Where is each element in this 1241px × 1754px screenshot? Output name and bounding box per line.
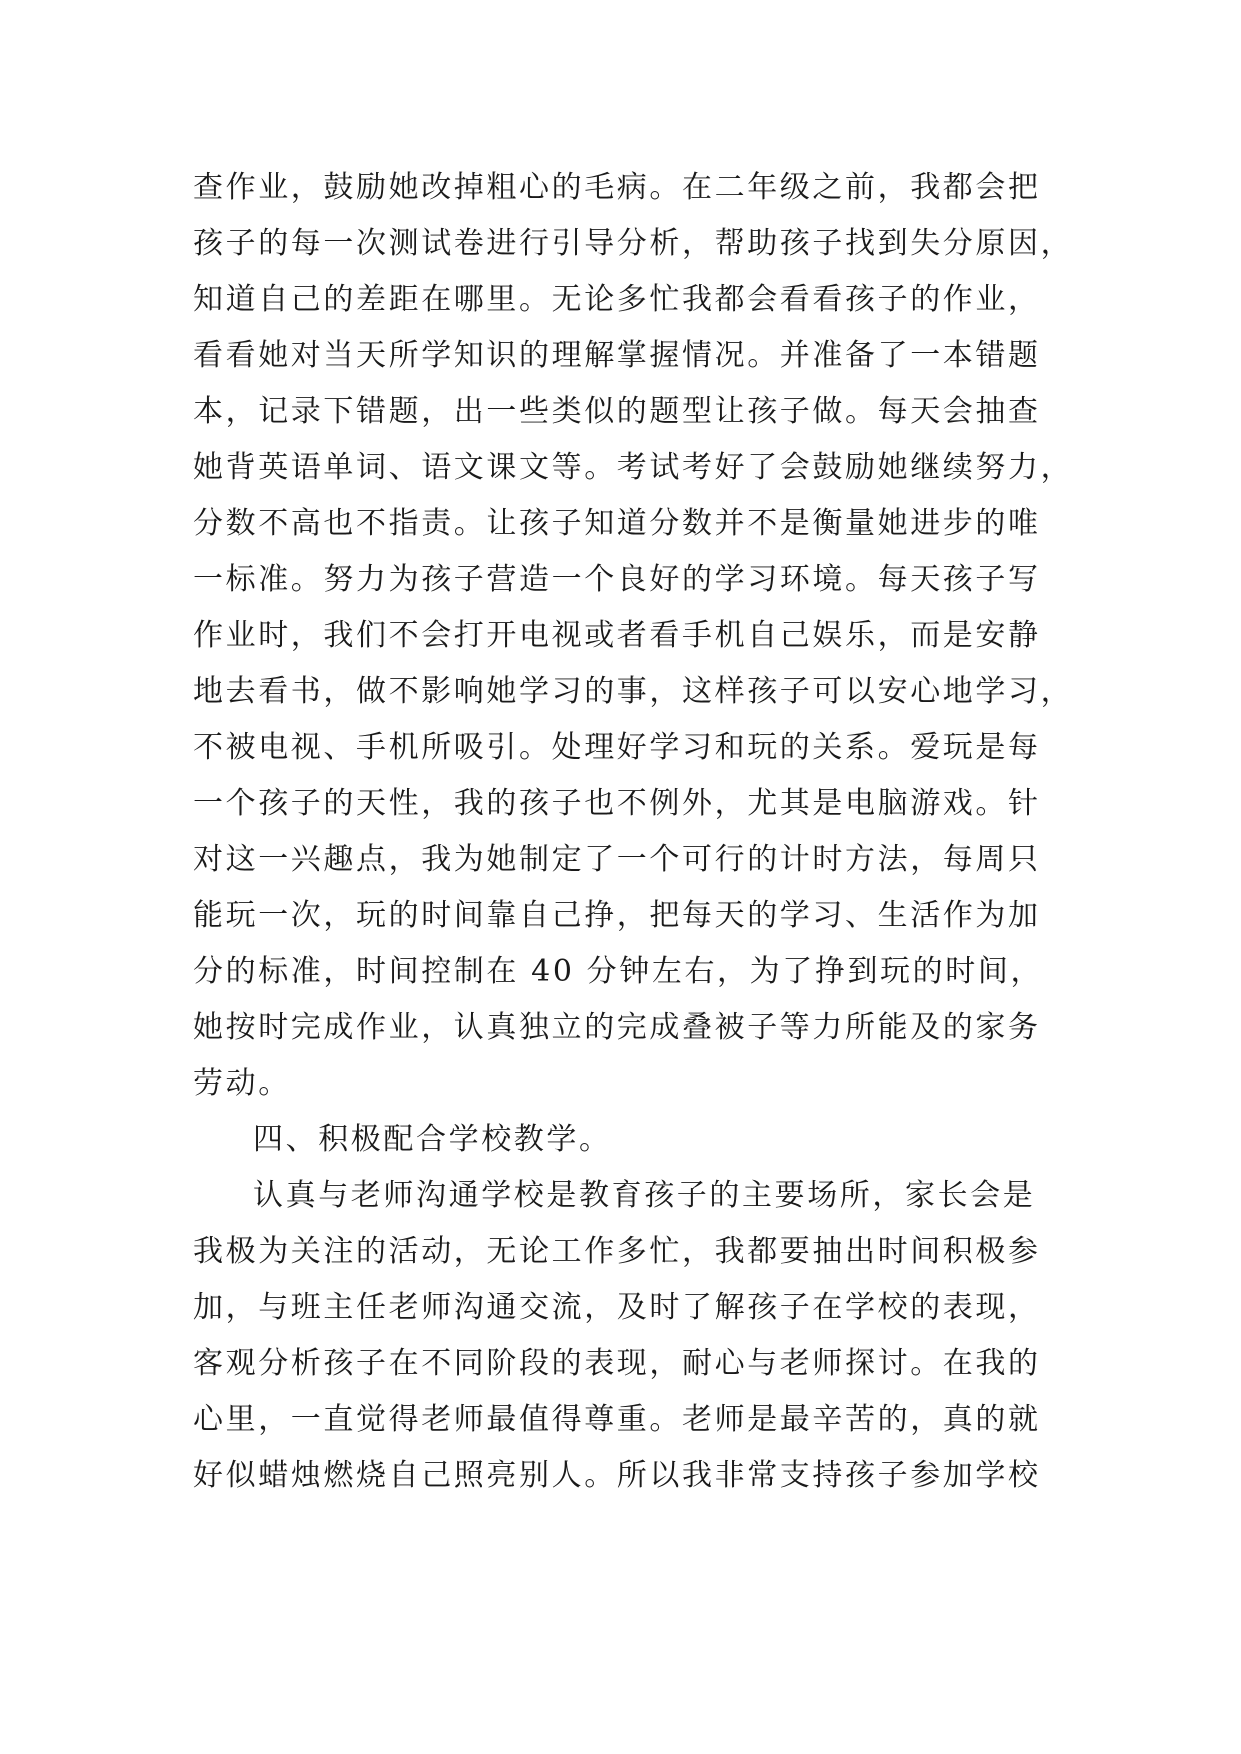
- text-line: 心里，一直觉得老师最值得尊重。老师是最辛苦的，真的就: [193, 1402, 1041, 1437]
- text-line: 能玩一次，玩的时间靠自己挣，把每天的学习、生活作为加: [193, 898, 1041, 933]
- text-line: 一个孩子的天性，我的孩子也不例外，尤其是电脑游戏。针: [193, 786, 1041, 821]
- text-line: 查作业，鼓励她改掉粗心的毛病。在二年级之前，我都会把: [193, 170, 1041, 205]
- document-body: [193, 160, 1093, 1504]
- text-line: 她按时完成作业，认真独立的完成叠被子等力所能及的家务: [193, 1010, 1041, 1045]
- text-line: 我极为关注的活动，无论工作多忙，我都要抽出时间积极参: [193, 1234, 1041, 1269]
- text-line: 不被电视、手机所吸引。处理好学习和玩的关系。爱玩是每: [193, 730, 1041, 765]
- text-line: 分数不高也不指责。让孩子知道分数并不是衡量她进步的唯: [193, 506, 1041, 541]
- text-line: 劳动。: [193, 1066, 291, 1101]
- paragraph-first-line: 四、积极配合学校教学。: [253, 1122, 612, 1157]
- text-line: 客观分析孩子在不同阶段的表现，耐心与老师探讨。在我的: [193, 1346, 1041, 1381]
- text-line: 地去看书，做不影响她学习的事，这样孩子可以安心地学习，: [193, 674, 1074, 709]
- text-line: 作业时，我们不会打开电视或者看手机自己娱乐，而是安静: [193, 618, 1041, 653]
- text-line: 她背英语单词、语文课文等。考试考好了会鼓励她继续努力，: [193, 450, 1074, 485]
- text-line: 好似蜡烛燃烧自己照亮别人。所以我非常支持孩子参加学校: [193, 1458, 1041, 1493]
- text-line: 孩子的每一次测试卷进行引导分析，帮助孩子找到失分原因，: [193, 226, 1074, 261]
- text-line: 看看她对当天所学知识的理解掌握情况。并准备了一本错题: [193, 338, 1041, 373]
- text-line: 本，记录下错题，出一些类似的题型让孩子做。每天会抽查: [193, 394, 1041, 429]
- text-line: 一标准。努力为孩子营造一个良好的学习环境。每天孩子写: [193, 562, 1041, 597]
- text-line: 加，与班主任老师沟通交流，及时了解孩子在学校的表现，: [193, 1290, 1041, 1325]
- text-line: 知道自己的差距在哪里。无论多忙我都会看看孩子的作业，: [193, 282, 1041, 317]
- text-line: 分的标准，时间控制在 40 分钟左右，为了挣到玩的时间，: [193, 954, 1044, 989]
- text-line: 对这一兴趣点，我为她制定了一个可行的计时方法，每周只: [193, 842, 1041, 877]
- paragraph-first-line: 认真与老师沟通学校是教育孩子的主要场所，家长会是: [253, 1178, 1036, 1213]
